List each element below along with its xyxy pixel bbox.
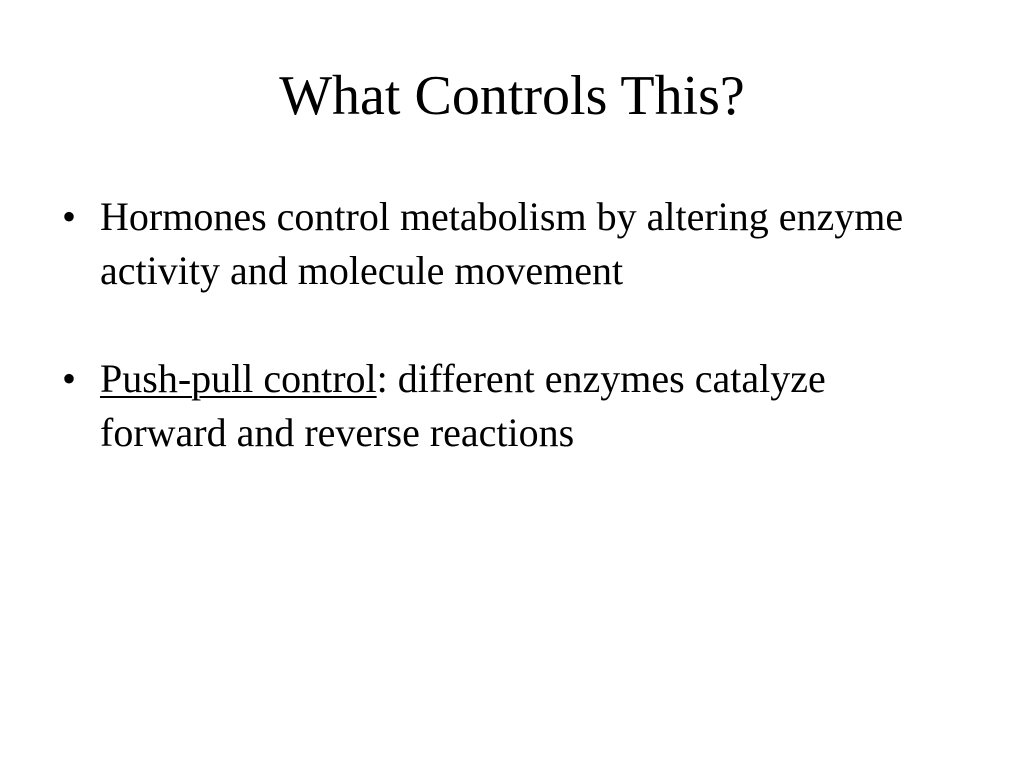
bullet-term: Push-pull control (100, 356, 377, 401)
slide-title: What Controls This? (279, 65, 745, 127)
bullet-text: Hormones control metabolism by altering enzyme activity and molecule movement (100, 194, 904, 293)
bullet-icon: • (62, 194, 77, 239)
bullet-icon: • (62, 356, 77, 401)
bullet-text: : different enzymes catalyze forward and reverse reactions (100, 356, 826, 455)
bullet-item-push-pull (62, 352, 962, 460)
bullet-list (62, 190, 962, 514)
bullet-item-hormones (62, 190, 962, 298)
